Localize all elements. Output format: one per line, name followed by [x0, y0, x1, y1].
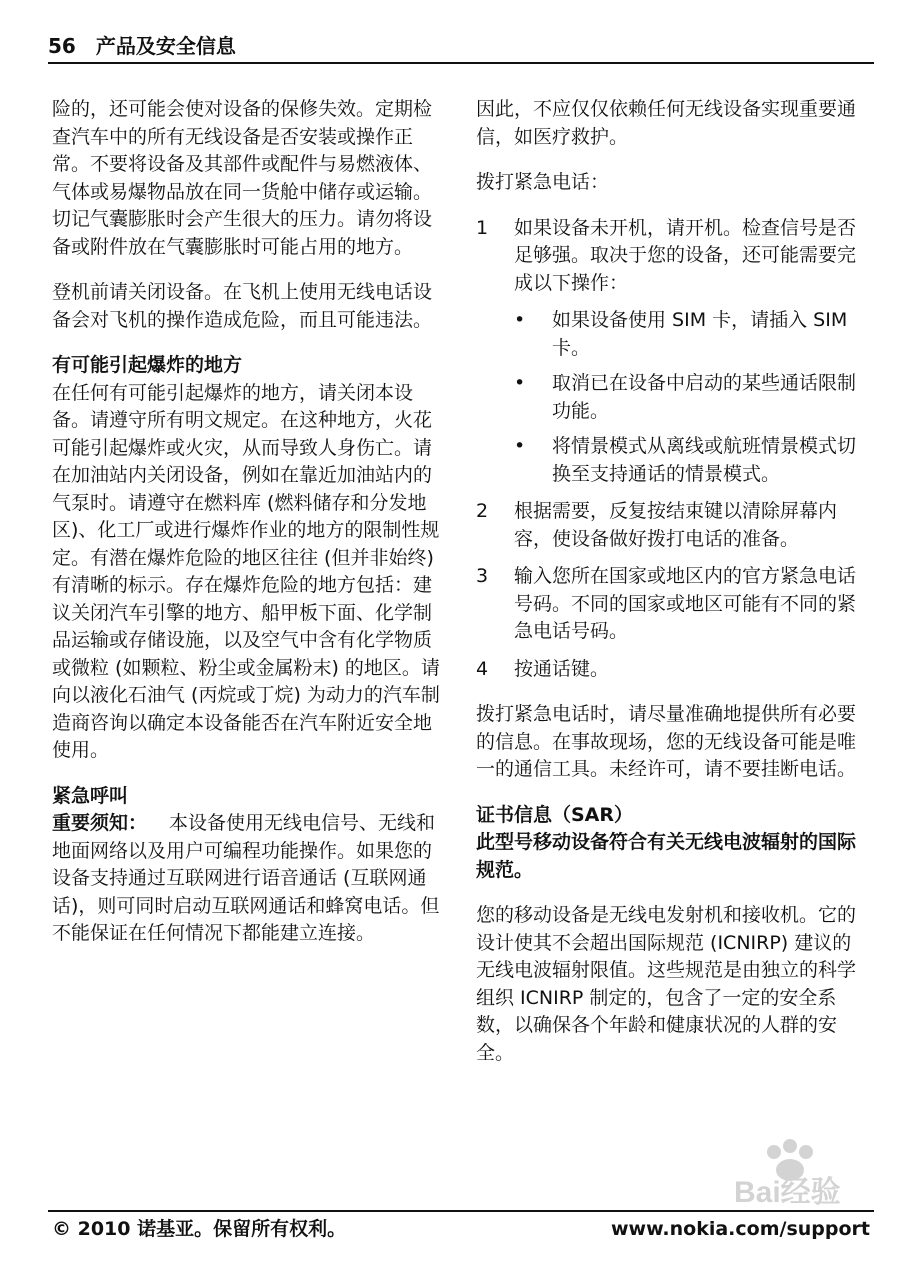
step-bullets [514, 307, 870, 488]
step-item [476, 215, 870, 489]
footer-rule [48, 1210, 874, 1212]
left-column [52, 96, 444, 966]
step-text: 根据需要，反复按结束键以清除屏幕内容，使设备做好拨打电话的准备。 [514, 500, 838, 550]
reliance-paragraph: 因此，不应仅仅依赖任何无线设备实现重要通信，如医疗救护。 [476, 98, 857, 148]
step-text: 如果设备未开机，请开机。检查信号是否足够强。取决于您的设备，还可能需要完成以下操作： [514, 216, 857, 294]
page-number: 56 [48, 34, 76, 58]
page-header [48, 30, 874, 64]
sar-subheading: 此型号移动设备符合有关无线电波辐射的国际规范。 [476, 831, 857, 881]
call-info-paragraph: 拨打紧急电话时，请尽量准确地提供所有必要的信息。在事故现场，您的无线设备可能是唯一的通信工具。未经许可，请不要挂断电话。 [476, 703, 857, 780]
page-section-title: 产品及安全信息 [95, 34, 236, 58]
sar-paragraph: 您的移动设备是无线电发射机和接收机。它的设计使其不会超出国际规范 (ICNIRP) 建议的无线电波辐射限值。这些规范是由独立的科学组织 ICNIRP 制定的，包含了一定的安全系数，以确保各个年龄和健康状况的人群的安全。 [476, 904, 857, 1064]
bullet-text: 如果设备使用 SIM 卡，请插入 SIM 卡。 [552, 309, 848, 359]
important-label: 重要须知： [52, 812, 148, 834]
step-number: 2 [476, 500, 489, 522]
step-item [476, 656, 870, 684]
bullet-item [514, 370, 870, 425]
step-number: 4 [476, 657, 489, 680]
bullet-item [514, 307, 870, 362]
emergency-paragraph [52, 810, 444, 948]
watermark-text: Bai经验 [734, 1176, 841, 1209]
sar-heading: 证书信息（SAR） [476, 803, 634, 826]
step-number: 1 [476, 216, 489, 239]
bullet-dot-icon: • [514, 372, 526, 394]
step-text: 输入您所在国家或地区内的官方紧急电话号码。不同的国家或地区可能有不同的紧急电话号码。 [514, 565, 857, 642]
explosive-paragraph: 在任何有可能引起爆炸的地方，请关闭本设备。请遵守所有明文规定。在这种地方，火花可能引起爆炸或火灾，从而导致人身伤亡。请在加油站内关闭设备，例如在靠近加油站内的气泵时。请遵守在燃料库 (燃料储存和分发地区)、化工厂或进行爆炸作业的地方的限制性规定。有潜在爆炸危险的地区往往 (但并非始终) 有清晰的标示。存在爆炸危险的地方包括：建议关闭汽车引擎的地方、船甲板下面、化学制品运输或存储设施，以及空气中含有化学物质或微粒 (如颗粒、粉尘或金属粉末) 的地区。请向以液化石油气 (丙烷或丁烷) 为动力的汽车制造商咨询以确定本设备能否在汽车附近安全地使用。 [52, 381, 440, 761]
emergency-heading: 紧急呼叫 [52, 784, 129, 807]
bullet-dot-icon: • [514, 435, 526, 457]
emergency-text: 本设备使用无线电信号、无线和地面网络以及用户可编程功能操作。如果您的设备支持通过互联网进行语音通话 (互联网通话)，则可同时启动互联网通话和蜂窝电话。但不能保证在任何情况下都能建立连接。 [52, 812, 440, 944]
step-item [476, 563, 870, 646]
step-number: 3 [476, 565, 489, 587]
step-item [476, 498, 870, 553]
right-column [476, 96, 870, 1085]
bullet-text: 取消已在设备中启动的某些通话限制功能。 [552, 372, 857, 422]
baidu-paw-icon [767, 1139, 813, 1181]
bullet-item [514, 433, 870, 488]
vehicle-paragraph: 险的，还可能会使对设备的保修失效。定期检查汽车中的所有无线设备是否安装或操作正常。不要将设备及其部件或配件与易燃液体、气体或易爆物品放在同一货舱中储存或运输。切记气囊膨胀时会产生很大的压力。请勿将设备或附件放在气囊膨胀时可能占用的地方。 [52, 98, 433, 258]
bullet-dot-icon: • [514, 309, 526, 331]
explosive-heading: 有可能引起爆炸的地方 [52, 354, 243, 376]
bullet-text: 将情景模式从离线或航班情景模式切换至支持通话的情景模式。 [552, 435, 857, 485]
aircraft-paragraph: 登机前请关闭设备。在飞机上使用无线电话设备会对飞机的操作造成危险，而且可能违法。 [52, 281, 433, 331]
step-text: 按通话键。 [514, 657, 610, 680]
emergency-call-intro: 拨打紧急电话： [476, 171, 610, 193]
baidu-watermark [734, 1130, 884, 1210]
footer-url[interactable]: www.nokia.com/support [610, 1218, 870, 1240]
footer-copyright: © 2010 诺基亚。保留所有权利。 [52, 1218, 347, 1240]
